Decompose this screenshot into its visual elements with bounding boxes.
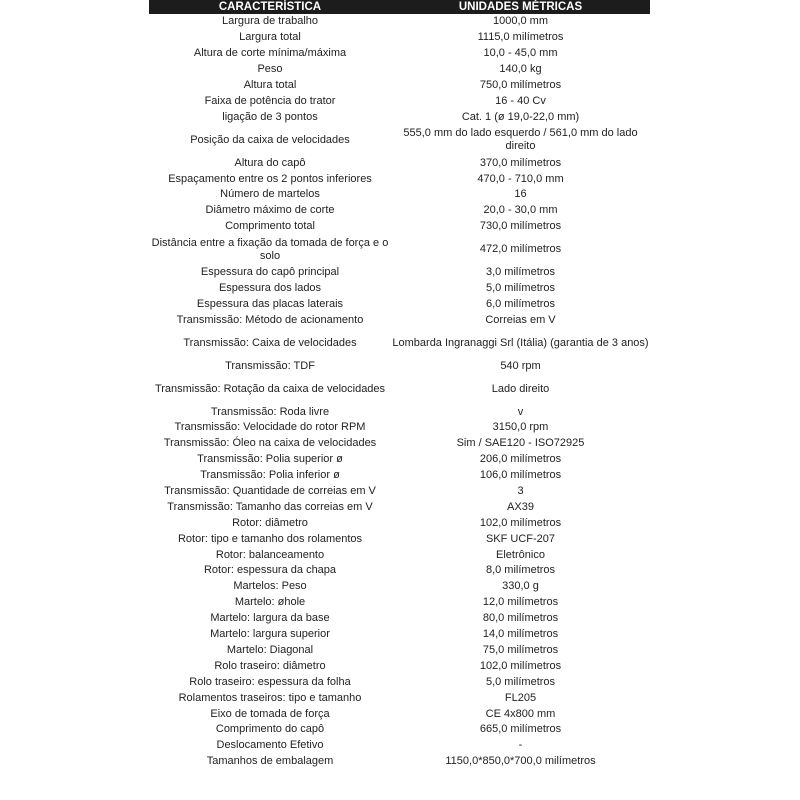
characteristic-cell: Martelo: øhole [234, 596, 306, 609]
characteristic-cell: Espaçamento entre os 2 pontos inferiores [168, 172, 372, 185]
metric-value-cell: Eletrônico [496, 548, 545, 561]
table-row [149, 515, 650, 531]
characteristic-cell: Posição da caixa de velocidades [190, 133, 350, 146]
metric-value-cell: - [518, 739, 523, 752]
metric-value-cell: 206,0 milímetros [479, 453, 562, 466]
metric-value-cell: 16 - 40 Cv [495, 94, 546, 107]
metric-value-cell: 1000,0 mm [492, 15, 549, 28]
metric-value-cell: 1115,0 milímetros [477, 31, 564, 44]
table-row [149, 14, 650, 30]
metric-value-cell: 8,0 milímetros [485, 564, 556, 577]
characteristic-cell: Comprimento total [225, 220, 315, 233]
table-row [149, 484, 650, 500]
metric-value-cell: 140,0 kg [499, 63, 542, 76]
metric-value-cell: 75,0 milímetros [482, 643, 559, 656]
metric-value-cell: 3 [517, 485, 524, 498]
metric-value-cell: 102,0 milímetros [479, 516, 562, 529]
table-row [149, 690, 650, 706]
header-characteristic: CARACTERÍSTICA [149, 0, 391, 14]
table-row [149, 171, 650, 187]
table-header [149, 0, 650, 14]
characteristic-cell: Rotor: espessura da chapa [203, 564, 337, 577]
metric-value-cell: Sim / SAE120 - ISO72925 [456, 437, 585, 450]
table-row [149, 547, 650, 563]
table-row [149, 219, 650, 235]
characteristic-cell: Tamanhos de embalagem [206, 755, 334, 768]
table-row [149, 93, 650, 109]
characteristic-cell: Espessura dos lados [218, 282, 322, 295]
table-row [149, 531, 650, 547]
characteristic-cell: Altura do capô [234, 156, 306, 169]
characteristic-cell: Altura total [243, 79, 297, 91]
metric-value-cell: FL205 [504, 691, 537, 704]
table-row [149, 420, 650, 436]
characteristic-cell: Faixa de potência do trator [204, 94, 336, 107]
table-row [149, 125, 650, 155]
metric-value-cell: 3,0 milímetros [485, 266, 556, 279]
metric-value-cell: SKF UCF-207 [485, 532, 556, 545]
metric-value-cell: v [517, 405, 524, 418]
table-row [149, 281, 650, 297]
table-row [149, 155, 650, 171]
metric-value-cell: 750,0 milímetros [479, 79, 562, 91]
metric-value-cell: 540 rpm [500, 359, 541, 372]
table-row [149, 374, 650, 404]
metric-value-cell: AX39 [507, 500, 534, 513]
table-row [149, 30, 650, 46]
characteristic-cell: Martelo: Diagonal [226, 643, 314, 656]
table-row [149, 62, 650, 78]
metric-value-cell: Lombarda Ingranaggi Srl (Itália) (garantia de 3 anos) [392, 336, 649, 349]
header-metric-units: UNIDADES MÉTRICAS [391, 0, 650, 14]
metric-value-cell: 470,0 - 710,0 mm [477, 172, 564, 185]
metric-value-cell: 1150,0*850,0*700,0 milímetros [445, 755, 596, 768]
table-row [149, 468, 650, 484]
characteristic-cell: Martelo: largura superior [210, 628, 330, 641]
characteristic-cell: Transmissão: Quantidade de correias em V [164, 485, 376, 498]
metric-value-cell: 472,0 milímetros [479, 243, 562, 256]
table-row [149, 611, 650, 627]
table-row [149, 738, 650, 754]
characteristic-cell: Rolamentos traseiros: tipo e tamanho [178, 691, 362, 704]
characteristic-cell: Transmissão: TDF [225, 359, 315, 372]
table-row [149, 674, 650, 690]
table-row [149, 265, 650, 281]
table-row [149, 706, 650, 722]
metric-value-cell: 14,0 milímetros [482, 628, 559, 641]
metric-value-cell: 12,0 milímetros [482, 596, 559, 609]
table-row [149, 595, 650, 611]
table-row [149, 436, 650, 452]
table-row [149, 235, 650, 265]
characteristic-cell: Deslocamento Efetivo [216, 739, 324, 752]
table-body [149, 14, 650, 770]
metric-value-cell: 555,0 mm do lado esquerdo / 561,0 mm do lado direito [403, 127, 638, 153]
characteristic-cell: Largura de trabalho [221, 15, 318, 28]
characteristic-cell: Martelo: largura da base [210, 612, 330, 625]
characteristic-cell: Espessura das placas laterais [196, 297, 344, 310]
table-row [149, 187, 650, 203]
characteristic-cell: Transmissão: Rotação da caixa de velocidades [154, 382, 386, 395]
table-row [149, 78, 650, 94]
metric-value-cell: 5,0 milímetros [485, 282, 556, 295]
metric-value-cell: 665,0 milímetros [479, 723, 562, 736]
metric-value-cell: CE 4x800 mm [485, 707, 556, 720]
table-row [149, 754, 650, 770]
spec-table [149, 0, 650, 770]
table-row [149, 579, 650, 595]
characteristic-cell: Transmissão: Óleo na caixa de velocidades [163, 437, 377, 450]
metric-value-cell: 16 [514, 188, 527, 201]
metric-value-cell: 10,0 - 45,0 mm [483, 47, 558, 60]
table-row [149, 109, 650, 125]
table-row [149, 658, 650, 674]
characteristic-cell: Peso [257, 63, 283, 76]
metric-value-cell: 3150,0 rpm [492, 421, 549, 434]
table-row [149, 312, 650, 328]
characteristic-cell: Número de martelos [220, 188, 320, 201]
table-row [149, 452, 650, 468]
metric-value-cell: 80,0 milímetros [482, 612, 559, 625]
table-row [149, 404, 650, 420]
table-row [149, 563, 650, 579]
table-row [149, 627, 650, 643]
metric-value-cell: Correias em V [485, 313, 556, 326]
metric-value-cell: 5,0 milímetros [485, 675, 556, 688]
table-row [149, 203, 650, 219]
metric-value-cell: 330,0 g [502, 580, 539, 593]
metric-value-cell: 106,0 milímetros [479, 469, 562, 482]
characteristic-cell: Largura total [239, 31, 301, 44]
characteristic-cell: Transmissão: Roda livre [210, 405, 330, 418]
metric-value-cell: 102,0 milímetros [479, 659, 562, 672]
table-row [149, 499, 650, 515]
characteristic-cell: Eixo de tomada de força [210, 707, 330, 720]
metric-value-cell: 370,0 milímetros [479, 156, 562, 169]
characteristic-cell: Altura de corte mínima/máxima [193, 47, 347, 60]
characteristic-cell: Diâmetro máximo de corte [205, 204, 335, 217]
characteristic-cell: Comprimento do capô [215, 723, 325, 736]
characteristic-cell: Transmissão: Caixa de velocidades [183, 336, 357, 349]
characteristic-cell: Distância entre a fixação da tomada de força e o solo [151, 236, 389, 262]
characteristic-cell: Transmissão: Polia superior ø [197, 453, 343, 466]
table-row [149, 46, 650, 62]
characteristic-cell: Rotor: diâmetro [232, 516, 308, 529]
metric-value-cell: 730,0 milímetros [479, 220, 562, 233]
table-row [149, 328, 650, 358]
characteristic-cell: Transmissão: Velocidade do rotor RPM [174, 421, 366, 434]
table-row [149, 358, 650, 374]
characteristic-cell: Rotor: tipo e tamanho dos rolamentos [177, 532, 363, 545]
characteristic-cell: Rolo traseiro: espessura da folha [189, 675, 351, 688]
characteristic-cell: ligação de 3 pontos [222, 110, 318, 123]
metric-value-cell: 20,0 - 30,0 mm [483, 204, 558, 217]
characteristic-cell: Rolo traseiro: diâmetro [214, 659, 326, 672]
characteristic-cell: Transmissão: Polia inferior ø [200, 469, 340, 482]
table-row [149, 643, 650, 659]
table-row [149, 722, 650, 738]
characteristic-cell: Martelos: Peso [233, 580, 307, 593]
metric-value-cell: Lado direito [491, 382, 550, 395]
metric-value-cell: Cat. 1 (ø 19,0-22,0 mm) [461, 110, 580, 123]
table-row [149, 296, 650, 312]
characteristic-cell: Transmissão: Tamanho das correias em V [167, 500, 373, 513]
characteristic-cell: Espessura do capô principal [200, 266, 340, 279]
characteristic-cell: Rotor: balanceamento [215, 548, 325, 561]
metric-value-cell: 6,0 milímetros [485, 297, 556, 310]
characteristic-cell: Transmissão: Método de acionamento [176, 313, 364, 326]
